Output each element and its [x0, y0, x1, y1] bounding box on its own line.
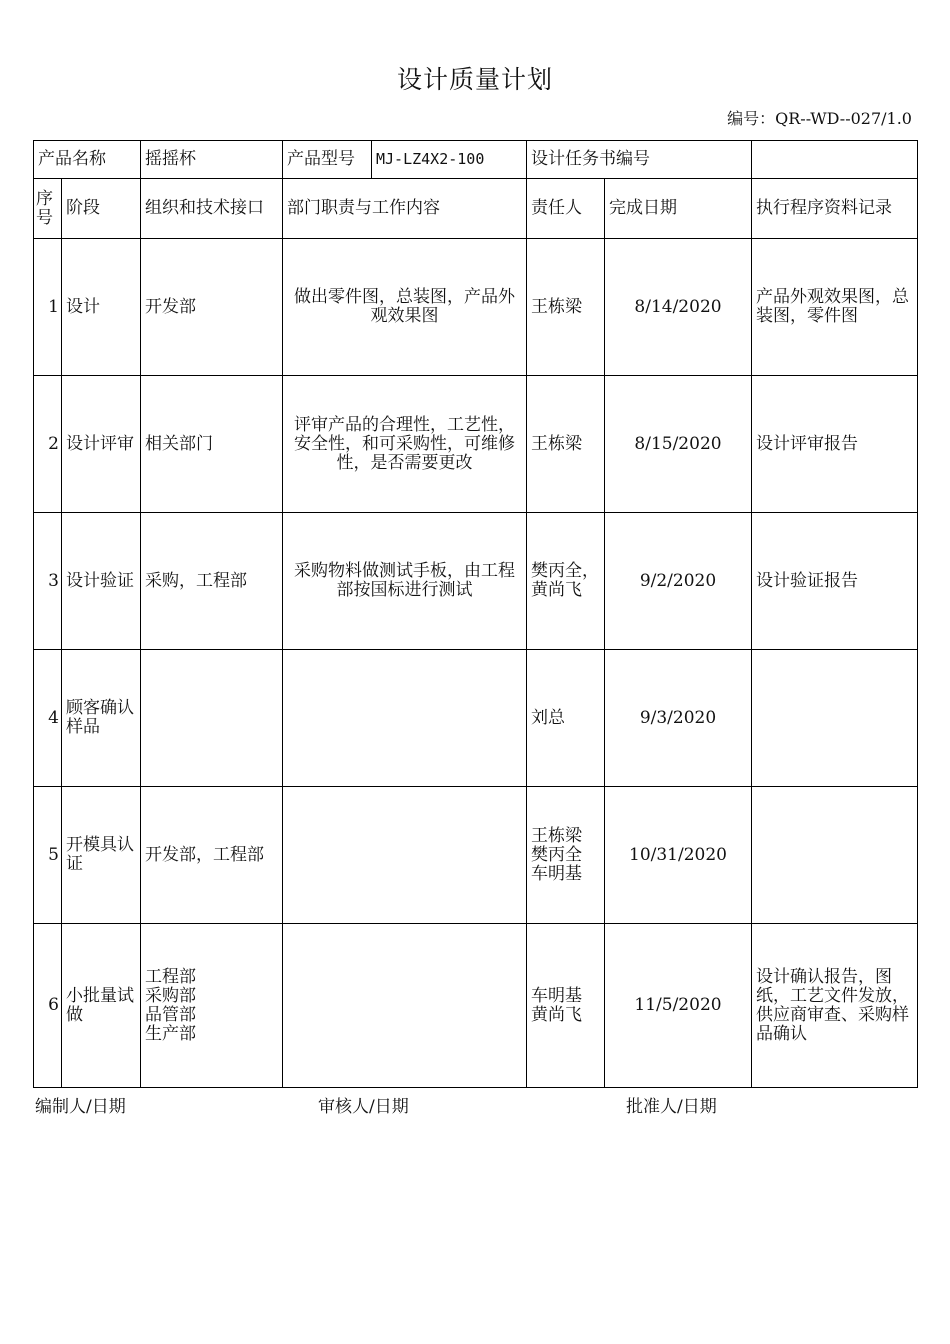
table-row — [34, 787, 918, 924]
row-record — [752, 650, 918, 787]
column-header-owner: 责任人 — [527, 179, 605, 239]
task-book-value — [752, 141, 918, 179]
column-header-org: 组织和技术接口 — [141, 179, 283, 239]
row-duty — [283, 787, 527, 924]
row-org: 工程部 采购部 品管部 生产部 — [141, 924, 283, 1088]
table-row — [34, 924, 918, 1088]
row-seq: 5 — [34, 787, 62, 924]
row-owner: 王栋梁 樊丙全 车明基 — [527, 787, 605, 924]
row-org: 开发部，工程部 — [141, 787, 283, 924]
row-seq: 6 — [34, 924, 62, 1088]
footer-prepared: 编制人/日期 — [35, 1097, 126, 1117]
document-number: 编号：QR--WD--027/1.0 — [727, 109, 912, 128]
row-duty: 做出零件图，总装图，产品外观效果图 — [283, 239, 527, 376]
row-owner: 王栋梁 — [527, 376, 605, 513]
table-row — [34, 376, 918, 513]
row-stage: 开模具认证 — [62, 787, 141, 924]
row-owner: 车明基 黄尚飞 — [527, 924, 605, 1088]
row-record: 设计评审报告 — [752, 376, 918, 513]
column-header-stage: 阶段 — [62, 179, 141, 239]
row-seq: 2 — [34, 376, 62, 513]
product-name-value: 摇摇杯 — [141, 141, 283, 179]
column-header-duty: 部门职责与工作内容 — [283, 179, 527, 239]
document-title: 设计质量计划 — [396, 65, 553, 94]
table-row — [34, 239, 918, 376]
row-date: 9/3/2020 — [605, 650, 752, 787]
table-row — [34, 513, 918, 650]
row-record — [752, 787, 918, 924]
product-info-row — [34, 141, 918, 179]
row-stage: 设计验证 — [62, 513, 141, 650]
row-stage: 设计评审 — [62, 376, 141, 513]
row-owner: 王栋梁 — [527, 239, 605, 376]
row-date: 8/14/2020 — [605, 239, 752, 376]
column-header-row — [34, 179, 918, 239]
row-owner: 刘总 — [527, 650, 605, 787]
row-date: 11/5/2020 — [605, 924, 752, 1088]
column-header-date: 完成日期 — [605, 179, 752, 239]
row-seq: 4 — [34, 650, 62, 787]
row-duty — [283, 650, 527, 787]
row-record: 设计确认报告，图纸，工艺文件发放，供应商审查、采购样品确认 — [752, 924, 918, 1088]
row-seq: 3 — [34, 513, 62, 650]
row-record: 设计验证报告 — [752, 513, 918, 650]
row-duty: 采购物料做测试手板，由工程部按国标进行测试 — [283, 513, 527, 650]
row-duty: 评审产品的合理性，工艺性，安全性，和可采购性，可维修性，是否需要更改 — [283, 376, 527, 513]
row-duty — [283, 924, 527, 1088]
table-row — [34, 650, 918, 787]
row-org: 开发部 — [141, 239, 283, 376]
column-header-record: 执行程序资料记录 — [752, 179, 918, 239]
task-book-label: 设计任务书编号 — [527, 141, 752, 179]
design-quality-plan-table — [33, 140, 918, 1088]
product-model-label: 产品型号 — [283, 141, 372, 179]
product-name-label: 产品名称 — [34, 141, 141, 179]
row-org: 采购，工程部 — [141, 513, 283, 650]
row-stage: 顾客确认样品 — [62, 650, 141, 787]
product-model-value: MJ-LZ4X2-100 — [372, 141, 527, 179]
row-stage: 设计 — [62, 239, 141, 376]
row-date: 8/15/2020 — [605, 376, 752, 513]
row-seq: 1 — [34, 239, 62, 376]
column-header-seq: 序号 — [34, 179, 62, 239]
row-record: 产品外观效果图，总装图，零件图 — [752, 239, 918, 376]
row-org — [141, 650, 283, 787]
row-org: 相关部门 — [141, 376, 283, 513]
footer-approved: 批准人/日期 — [626, 1097, 717, 1117]
row-date: 10/31/2020 — [605, 787, 752, 924]
row-date: 9/2/2020 — [605, 513, 752, 650]
row-stage: 小批量试做 — [62, 924, 141, 1088]
footer-reviewed: 审核人/日期 — [318, 1097, 409, 1117]
row-owner: 樊丙全，黄尚飞 — [527, 513, 605, 650]
